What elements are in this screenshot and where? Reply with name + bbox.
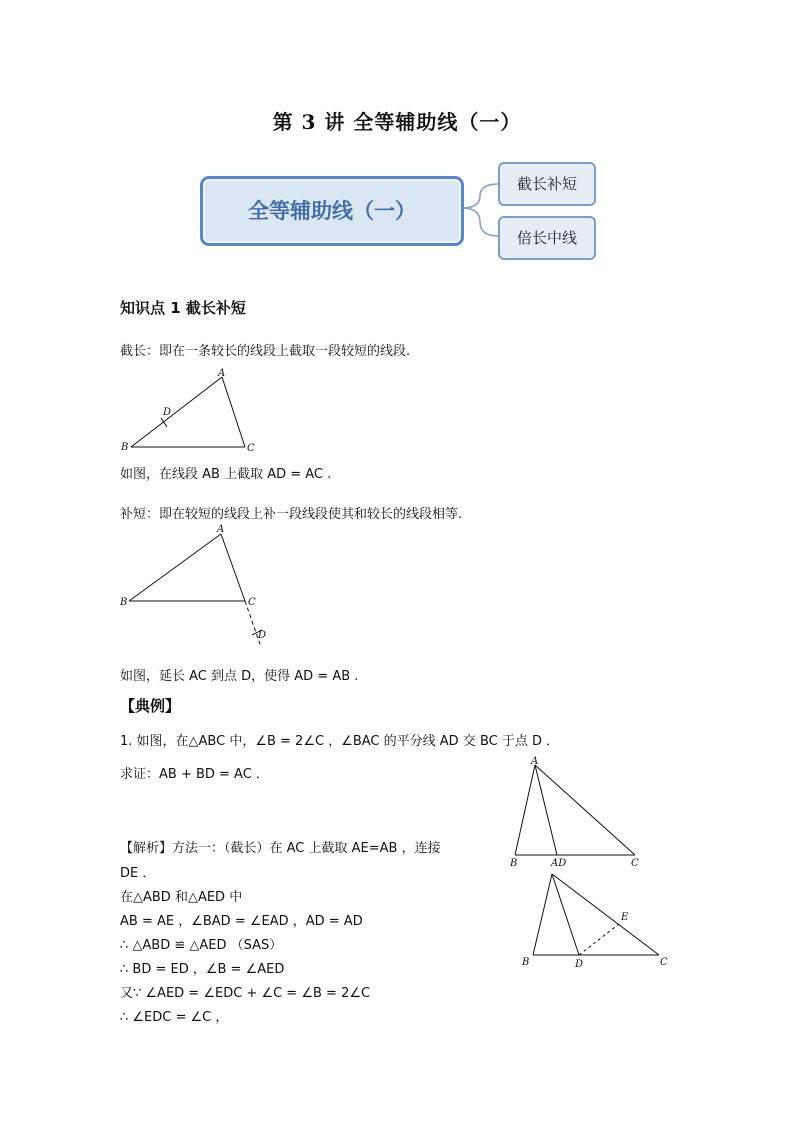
solution-step: AB = AE ，∠BAD = ∠EAD ，AD = AD (120, 914, 363, 929)
example-problem: 1. 如图，在△ABC 中，∠B = 2∠C ，∠BAC 的平分线 AD 交 BC 于点 D ． (120, 734, 560, 749)
fig1-label-a: A (218, 368, 226, 379)
fig3-label-ad: AD (551, 858, 567, 869)
solution-step: 又∵ ∠AED = ∠EDC + ∠C = ∠B = 2∠C (120, 986, 371, 1001)
jiechang-definition: 截长：即在一条较长的线段上截取一段较短的线段. (120, 344, 411, 359)
figure-buduan (115, 522, 275, 657)
solution-step: ∴ △ABD ≌ △AED （SAS） (120, 938, 283, 953)
fig4-label-c: C (660, 957, 668, 968)
page-title: 第 3 讲 全等辅助线（一） (272, 110, 522, 134)
mindmap-connector (460, 170, 502, 250)
figure-example (505, 755, 645, 870)
fig3-label-c: C (631, 858, 639, 869)
fig4-label-b: B (522, 957, 530, 968)
solution-line-2: DE ． (120, 866, 156, 881)
mindmap-main-node (200, 176, 464, 246)
mindmap-main-label: 全等辅助线（一） (248, 199, 416, 223)
solution-step: ∴ ∠EDC = ∠C ， (120, 1010, 229, 1025)
solution-step: 在△ABD 和△AED 中 (120, 890, 243, 905)
solution-line-1: 【解析】方法一：（截长）在 AC 上截取 AE=AB ，连接 (120, 841, 441, 856)
fig1-label-d: D (163, 407, 172, 418)
mindmap-branch-jiechang: 截长补短 (498, 162, 596, 206)
example-heading: 【典例】 (120, 697, 181, 715)
fig4-label-e: E (621, 912, 629, 923)
fig1-label-c: C (247, 443, 255, 454)
fig2-label-c: C (248, 597, 256, 608)
solution-step: ∴ BD = ED ，∠B = ∠AED (120, 962, 285, 977)
fig3-label-b: B (510, 858, 518, 869)
example-prove: 求证：AB + BD = AC ． (120, 767, 269, 782)
fig3-label-a: A (531, 756, 539, 767)
figure-jiechang (115, 365, 265, 460)
fig1-label-b: B (121, 442, 129, 453)
fig2-label-d: D (258, 630, 267, 641)
fig2-caption: 如图，延长 AC 到点 D，使得 AD = AB . (120, 669, 359, 684)
section-heading: 知识点 1 截长补短 (120, 299, 246, 317)
fig4-label-d: D (575, 959, 584, 970)
buduan-definition: 补短：即在较短的线段上补一段线段使其和较长的线段相等. (120, 507, 463, 522)
mindmap-branch-beichang: 倍长中线 (498, 216, 596, 260)
figure-solution (515, 868, 675, 973)
fig1-caption: 如图，在线段 AB 上截取 AD = AC . (120, 467, 332, 482)
fig2-label-a: A (217, 524, 225, 535)
fig2-label-b: B (120, 597, 128, 608)
